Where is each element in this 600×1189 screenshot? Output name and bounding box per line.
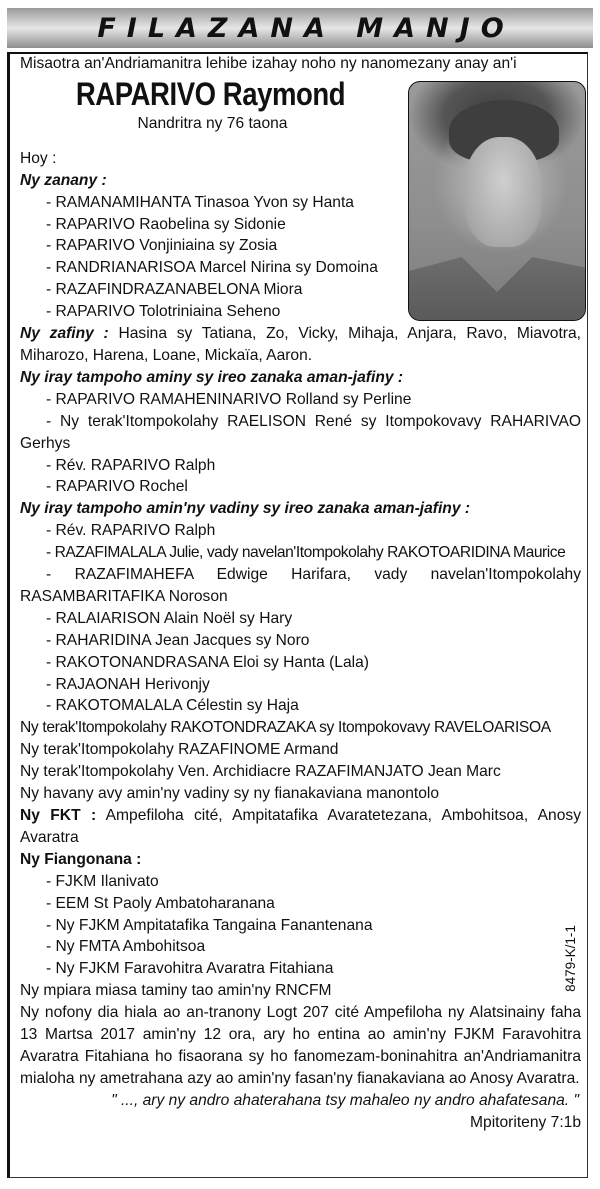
list-item: - Ny FJKM Faravohitra Avaratra Fitahiana [46,960,334,978]
other-family-line: Ny terak'Itompokolahy RAZAFINOME Armand [20,741,339,759]
list-item: - Rév. RAPARIVO Ralph [46,456,216,474]
grandchildren-paragraph [20,323,581,367]
deceased-age: Nandritra ny 76 taona [137,114,288,132]
other-family-line: Ny terak'Itompokolahy RAKOTONDRAZAKA sy Itompokovavy RAVELOARISOA [20,719,551,737]
fkt-paragraph [20,805,581,849]
list-item: - Ny FJKM Ampitatafika Tangaina Fanantenana [46,916,373,934]
husband-siblings-label: Ny iray tampoho aminy sy ireo zanaka aman-jafiny : [20,368,404,386]
husband-siblings-list [20,389,581,499]
list-item: - RAKOTOMALALA Célestin sy Haja [46,697,299,715]
children-label: Ny zanany : [20,171,107,189]
notice-body [20,53,581,1134]
list-item: - RAPARIVO Tolotriniaina Seheno [46,303,281,321]
list-item: - RAZAFINDRAZANABELONA Miora [46,281,303,299]
list-item: - RALAIARISON Alain Noël sy Hary [46,609,293,627]
deceased-name: RAPARIVO Raymond [75,75,346,112]
other-family-line: Ny terak'Itompokolahy Ven. Archidiacre RAZAFIMANJATO Jean Marc [20,763,501,781]
header-title: FILAZANA MANJO [97,12,515,44]
colleagues-line: Ny mpiara miasa taminy tao amin'ny RNCFM [20,982,332,1000]
hoy-label: Hoy : [20,149,57,167]
intro-text: Misaotra an'Andriamanitra lehibe izahay noho ny nanomezany anay an'i [20,55,517,72]
fkt-text: Ampefiloha cité, Ampitatafika Avaratetezana, Ambohitsoa, Anosy Avaratra [20,807,581,846]
verse-quote: " ..., ary ny andro ahaterahana tsy mahaleo ny andro ahafatesana. " [111,1091,579,1109]
list-item: - RANDRIANARISOA Marcel Nirina sy Domoina [46,259,378,277]
churches-list [20,871,581,981]
verse-reference: Mpitoriteny 7:1b [470,1113,581,1131]
list-item: - RAPARIVO RAMAHENINARIVO Rolland sy Perline [46,390,412,408]
list-item: - RAPARIVO Raobelina sy Sidonie [46,215,286,233]
churches-label: Ny Fiangonana : [20,850,142,868]
list-item: - FJKM Ilanivato [46,872,159,890]
list-item: - RAZAFIMAHEFA Edwige Harifara, vady navelan'Itompokolahy RASAMBARITAFIKA Noroson [20,566,581,605]
list-item: - RAZAFIMALALA Julie, vady navelan'Itompokolahy RAKOTOARIDINA Maurice [46,544,566,562]
fkt-label: Ny FKT : [20,807,97,824]
list-item: - RAKOTONANDRASANA Eloi sy Hanta (Lala) [46,653,369,671]
wife-siblings-label: Ny iray tampoho amin'ny vadiny sy ireo zanaka aman-jafiny : [20,500,471,518]
list-item: - Ny terak'Itompokolahy RAELISON René sy Itompokovavy RAHARIVAO Gerhys [20,412,581,452]
list-item: - RAJAONAH Herivonjy [46,675,210,693]
list-item: - RAPARIVO Rochel [46,478,188,496]
list-item: - RAMANAMIHANTA Tinasoa Yvon sy Hanta [46,193,354,211]
grandchildren-text: Hasina sy Tatiana, Zo, Vicky, Mihaja, Anjara, Ravo, Miavotra, Miharozo, Harena, Loane, Mickaïa, Aaron. [20,325,581,364]
list-item: - Rév. RAPARIVO Ralph [46,522,216,540]
children-list [20,192,581,323]
funeral-notice: Ny nofony dia hiala ao an-tranony Logt 207 cité Ampefiloha ny Alatsinainy faha 13 Martsa 2017 amin'ny 12 ora, ary ho entina ao amin'ny FJKM Faravohitra Avaratra Fitahiana ho fisaorana sy ho fanomezam-boninahitra an'Andriamanitra mialoha ny ametrahana azy ao amin'ny fasan'ny fianakaviana ao Anosy Avaratra. [20,1004,581,1087]
wife-siblings-list [20,520,581,717]
other-family-line: Ny havany avy amin'ny vadiny sy ny fianakaviana manontolo [20,785,440,803]
list-item: - RAPARIVO Vonjiniaina sy Zosia [46,237,278,255]
list-item: - RAHARIDINA Jean Jacques sy Noro [46,631,310,649]
ad-reference-text: 8479-K/1-1 [562,924,578,992]
list-item: - Ny FMTA Ambohitsoa [46,938,206,956]
grandchildren-label: Ny zafiny : [20,325,109,343]
header-banner [7,8,593,48]
list-item: - EEM St Paoly Ambatoharanana [46,894,275,912]
